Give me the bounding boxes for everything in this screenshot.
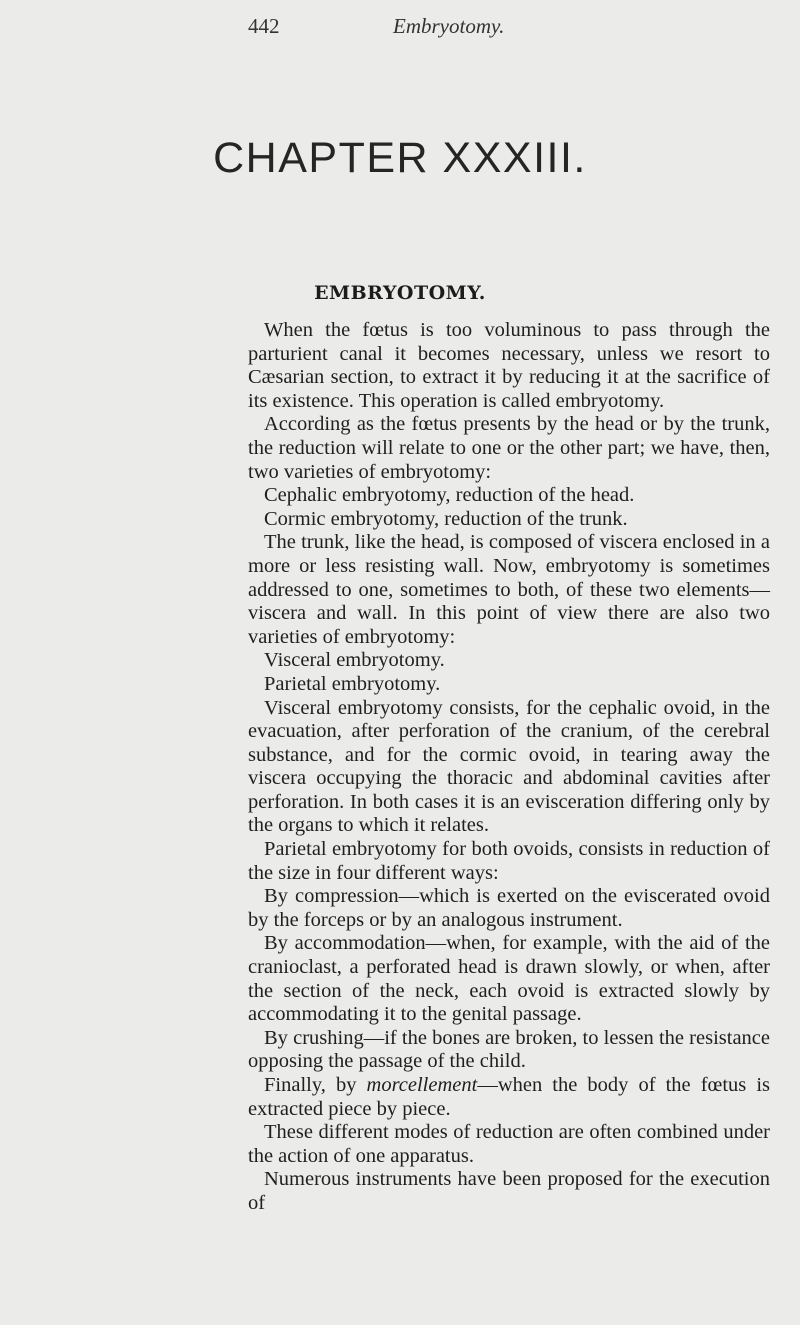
text-run: —when the body of the fœtus is extracted piece by piece. — [248, 1074, 770, 1120]
paragraph: These different modes of reduction are often combined under the action of one apparatus. — [248, 1121, 770, 1167]
running-title: Embryotomy. — [393, 14, 505, 38]
paragraph: By compression—which is exerted on the eviscerated ovoid by the forceps or by an analogous instrument. — [248, 885, 770, 931]
page-number: 442 — [248, 14, 280, 38]
running-head — [0, 14, 800, 44]
chapter-title: CHAPTER XXXIII. — [213, 134, 587, 182]
paragraph: Parietal embryotomy. — [264, 672, 441, 695]
paragraph: Cormic embryotomy, reduction of the trunk. — [264, 507, 628, 530]
paragraph: Numerous instruments have been proposed for the execution of — [248, 1168, 770, 1214]
paragraph: According as the fœtus presents by the head or by the trunk, the reduction will relate to one or the other part; we have, then, two varieties of embryotomy: — [248, 413, 770, 483]
paragraph: Visceral embryotomy consists, for the cephalic ovoid, in the evacuation, after perforation of the cranium, of the cerebral substance, and for the cormic ovoid, in tearing away the viscera occupying the thoracic and abdominal cavities after perforation. In both cases it is an evisceration differing only by the organs to which it relates. — [248, 696, 770, 837]
italic-term: morcellement — [366, 1074, 478, 1096]
paragraph-finally — [248, 1074, 770, 1121]
section-title: EMBRYOTOMY. — [314, 282, 486, 304]
paragraph: When the fœtus is too voluminous to pass through the parturient canal it becomes necessary, unless we resort to Cæsarian section, to extract it by reducing it at the sacrifice of its existence. This operation is called embryotomy. — [248, 319, 770, 412]
paragraph: By accommodation—when, for example, with the aid of the cranioclast, a perforated head is drawn slowly, or when, after the section of the neck, each ovoid is extracted slowly by accommodating it to the genital passage. — [248, 932, 770, 1026]
paragraph: Parietal embryotomy for both ovoids, consists in reduction of the size in four different ways: — [248, 838, 770, 884]
paragraph: Cephalic embryotomy, reduction of the head. — [264, 484, 635, 507]
paragraph: The trunk, like the head, is composed of viscera enclosed in a more or less resisting wall. Now, embryotomy is sometimes addressed to one, sometimes to both, of these two elements—viscera and wall. In this point of view there are also two varieties of embryotomy: — [248, 531, 770, 648]
body-text — [248, 319, 770, 1216]
text-run: Finally, by — [264, 1074, 367, 1096]
paragraph: Visceral embryotomy. — [264, 649, 445, 672]
paragraph: By crushing—if the bones are broken, to lessen the resistance opposing the passage of the child. — [248, 1026, 770, 1073]
